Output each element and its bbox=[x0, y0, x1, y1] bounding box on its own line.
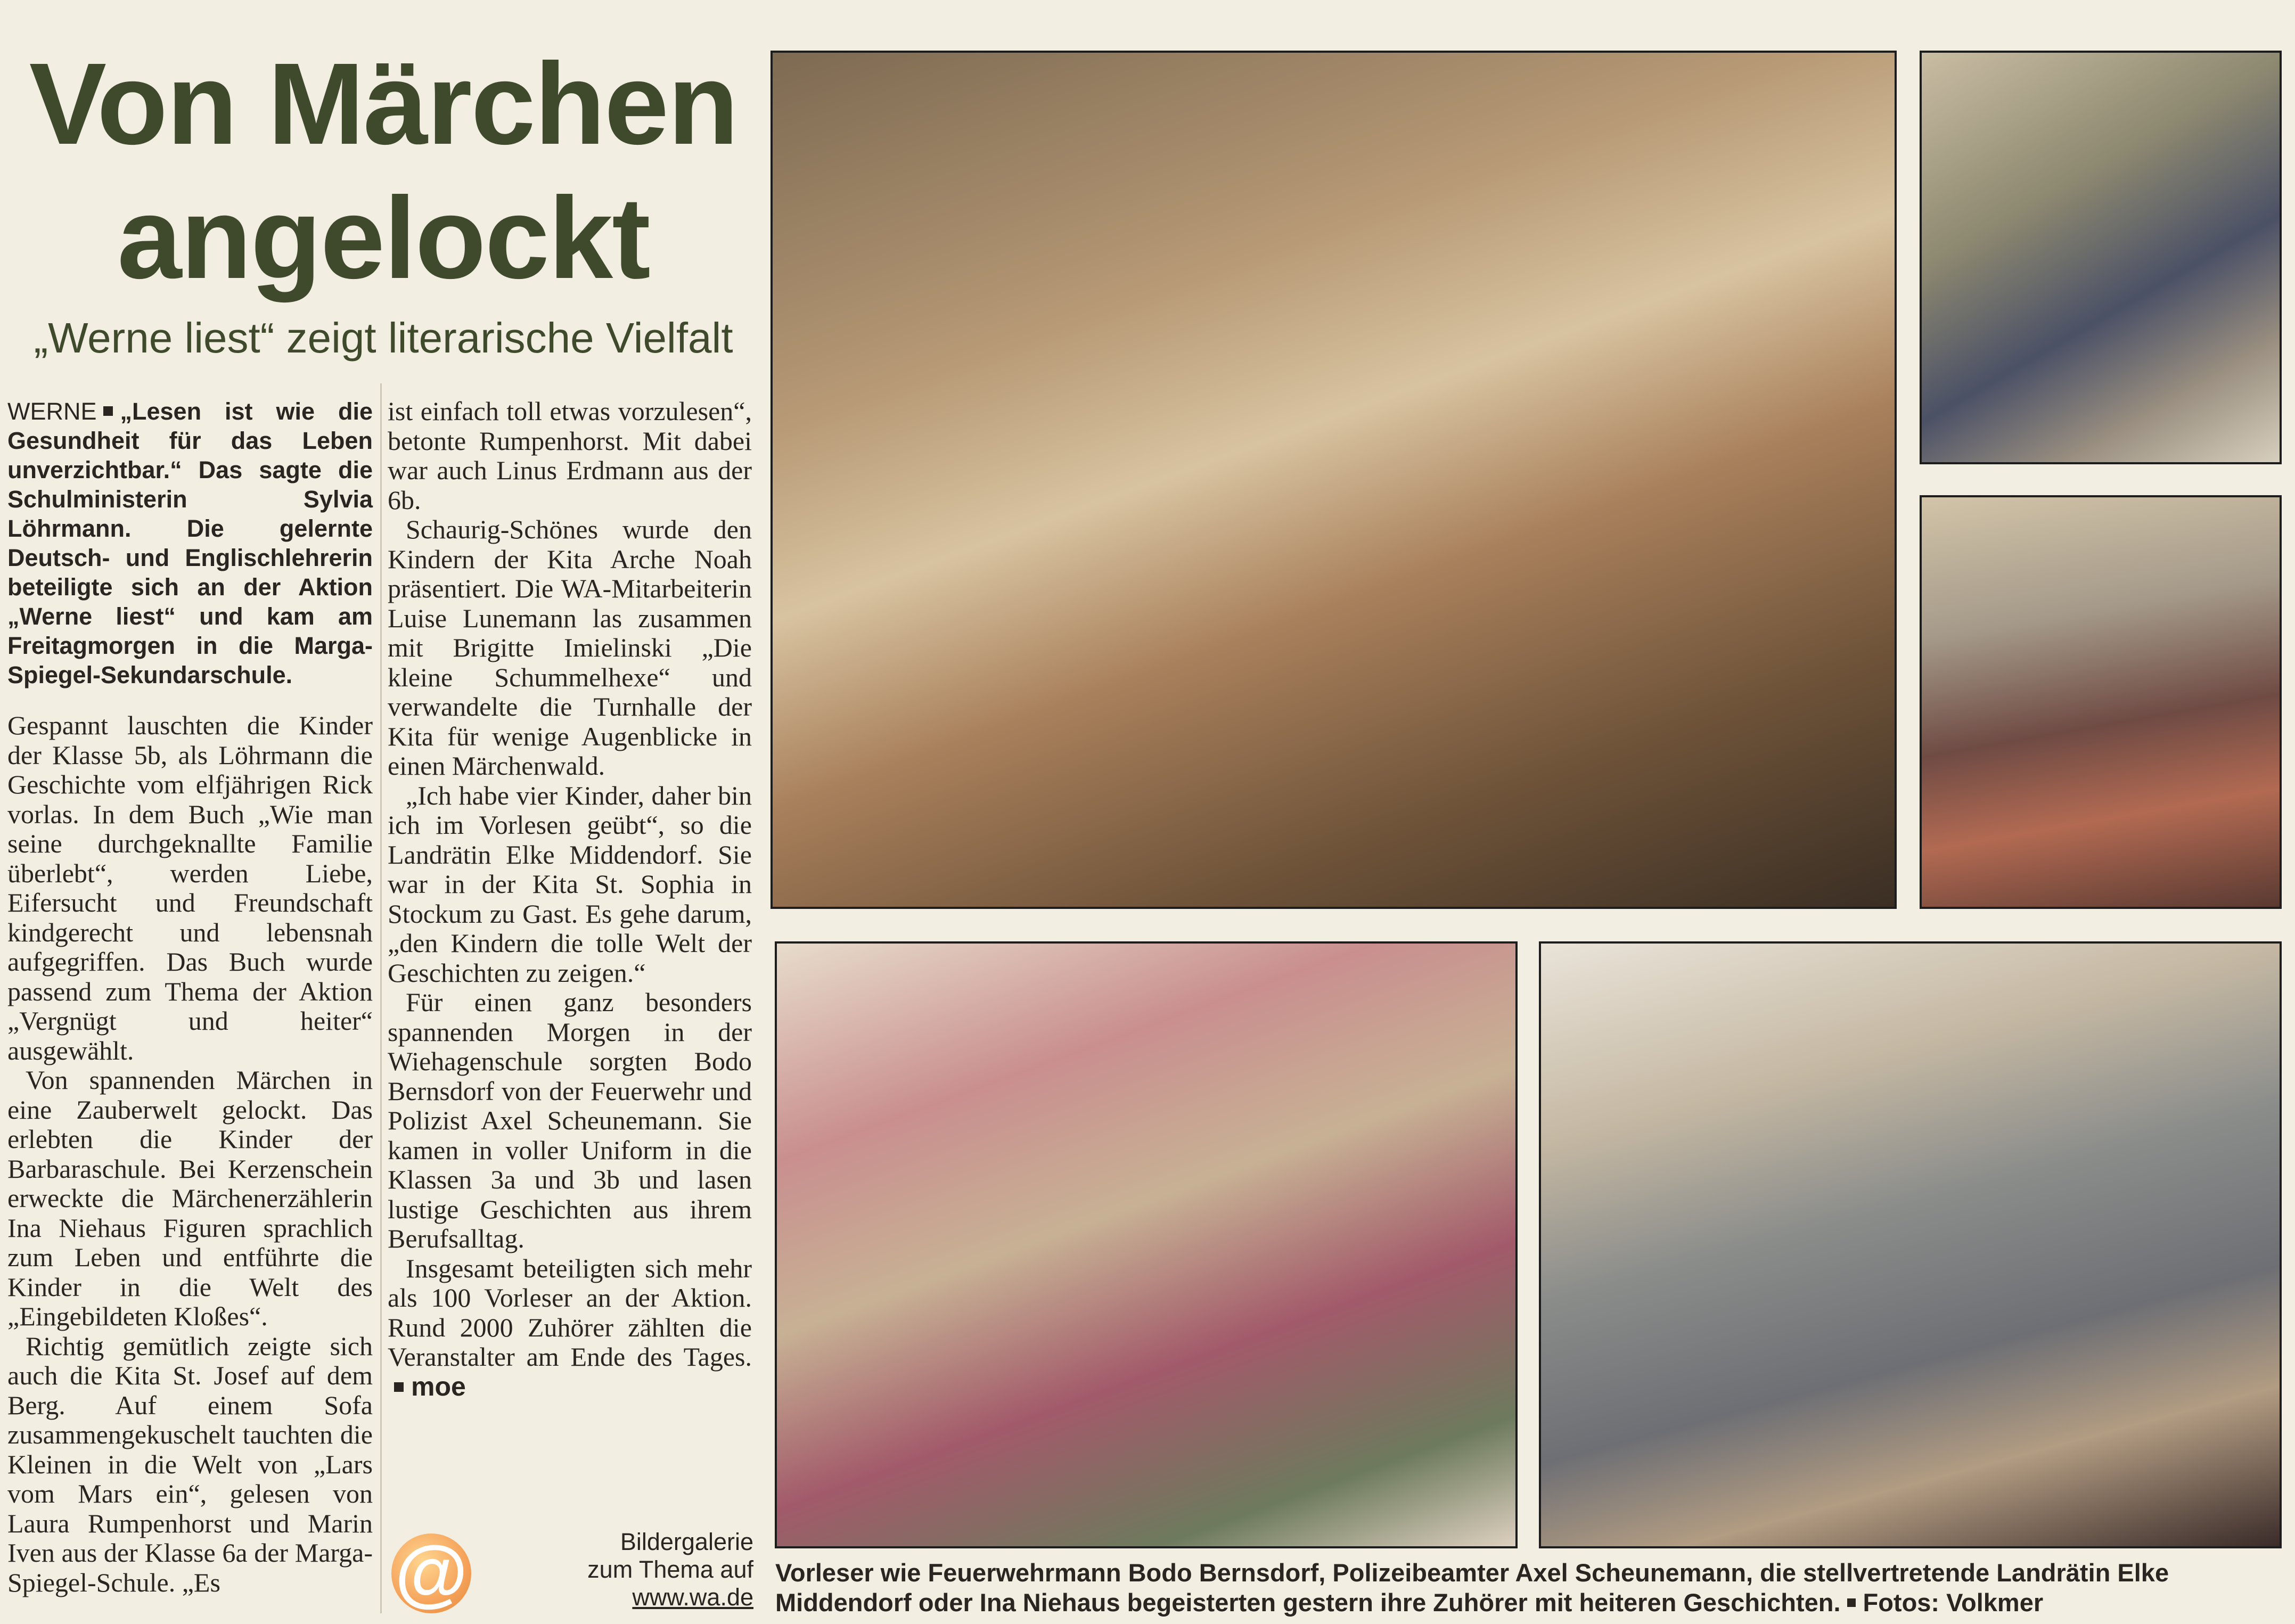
bullet-icon bbox=[394, 1382, 404, 1392]
body-paragraph bbox=[388, 1254, 752, 1402]
article-column-2 bbox=[388, 397, 752, 1401]
subtitle: „Werne liest“ zeigt literarische Vielfalt bbox=[34, 314, 733, 362]
article-column-1 bbox=[7, 397, 373, 1597]
headline-line-2: angelockt bbox=[117, 174, 650, 303]
photo-girls-on-sofa bbox=[775, 941, 1518, 1548]
promo-link[interactable]: www.wa.de bbox=[632, 1584, 753, 1611]
body-paragraph: Von spannenden Märchen in eine Zauberwelt gelockt. Das erlebten die Kinder der Barbaraschule. Bei Kerzenschein erweckte die Märchenerzählerin Ina Niehaus Figuren sprachlich zum Leben und entführte die Kinder in die Welt des „Eingebildeten Kloßes“. bbox=[7, 1065, 373, 1331]
bullet-icon bbox=[103, 406, 113, 416]
column-divider bbox=[380, 383, 382, 1613]
headline bbox=[21, 37, 745, 306]
body-paragraph: Für einen ganz besonders spannenden Morgen in der Wiehagenschule sorgten Bodo Bernsdorf von der Feuerwehr und Polizist Axel Scheunemann. Sie kamen in voller Uniform in die Klassen 3a und 3b und lasen lustige Geschichten aus ihrem Berufsalltag. bbox=[388, 987, 752, 1253]
author-signature: moe bbox=[411, 1371, 466, 1401]
lead-paragraph bbox=[7, 397, 373, 690]
dateline: WERNE bbox=[7, 398, 97, 425]
photo-caption bbox=[775, 1558, 2288, 1618]
body-paragraph: Gespannt lauschten die Kinder der Klasse 5b, als Löhrmann die Geschichte vom elfjährigen Rick vorlas. In dem Buch „Wie man seine durchgeknallte Familie überlebt“, werden Liebe, Eifersucht und Freundschaft kindgerecht und lebensnah aufgegriffen. Das Buch wurde passend zum Thema der Aktion „Vergnügt und heiter“ ausgewählt. bbox=[7, 710, 373, 1065]
bullet-icon bbox=[1847, 1598, 1856, 1607]
body-paragraph: Schaurig-Schönes wurde den Kindern der Kita Arche Noah präsentiert. Die WA-Mitarbeiterin Luise Lunemann las zusammen mit Brigitte Imielinski „Die kleine Schummelhexe“ und verwandelte die Turnhalle der Kita für wenige Augenblicke in einen Märchenwald. bbox=[388, 514, 752, 781]
closing-text: Insgesamt beteiligten sich mehr als 100 Vorleser an der Aktion. Rund 2000 Zuhörer zählten die Veranstalter am Ende des Tages. bbox=[388, 1253, 752, 1372]
promo-text bbox=[530, 1528, 753, 1611]
promo-line-1: Bildergalerie bbox=[620, 1528, 753, 1555]
gallery-promo bbox=[391, 1528, 753, 1619]
promo-line-2: zum Thema auf bbox=[587, 1556, 753, 1583]
headline-line-1: Von Märchen bbox=[29, 39, 738, 169]
lead-text: „Lesen ist wie die Gesundheit für das Leben unverzichtbar.“ Das sagte die Schulministerin Sylvia Löhrmann. Die gelernte Deutsch- und Englischlehrerin beteiligte sich an der Aktion „Werne liest“ und kam am Freitagmorgen in die Marga-Spiegel-Sekundarschule. bbox=[7, 398, 373, 688]
photo-kita-reading bbox=[1539, 941, 2282, 1548]
photo-storyteller-circle bbox=[1920, 495, 2282, 909]
body-paragraph: Richtig gemütlich zeigte sich auch die Kita St. Josef auf dem Berg. Auf einem Sofa zusammengekuschelt tauchten die Kleinen in die Welt von „Lars vom Mars ein“, gelesen von Laura Rumpenhorst und Marin Iven aus der Klasse 6a der Marga-Spiegel-Schule. „Es bbox=[7, 1331, 373, 1597]
body-paragraph: ist einfach toll etwas vorzulesen“, betonte Rumpenhorst. Mit dabei war auch Linus Erdmann aus der 6b. bbox=[388, 396, 752, 515]
at-sign-icon: @ bbox=[391, 1533, 471, 1613]
photo-classroom-firefighter bbox=[771, 51, 1897, 909]
caption-text: Vorleser wie Feuerwehrmann Bodo Bernsdorf, Polizeibeamter Axel Scheunemann, die stellvertretende Landrätin Elke Middendorf oder Ina Niehaus begeisterten gestern ihre Zuhörer mit heiteren Geschichten. bbox=[775, 1559, 2169, 1617]
photo-policeman-boys bbox=[1920, 51, 2282, 464]
photo-credit: Fotos: Volkmer bbox=[1863, 1588, 2044, 1617]
body-paragraph: „Ich habe vier Kinder, daher bin ich im Vorlesen geübt“, so die Landrätin Elke Middendorf. Sie war in der Kita St. Sophia in Stockum zu Gast. Es gehe darum, „den Kindern die tolle Welt der Geschichten zu zeigen.“ bbox=[388, 780, 752, 988]
